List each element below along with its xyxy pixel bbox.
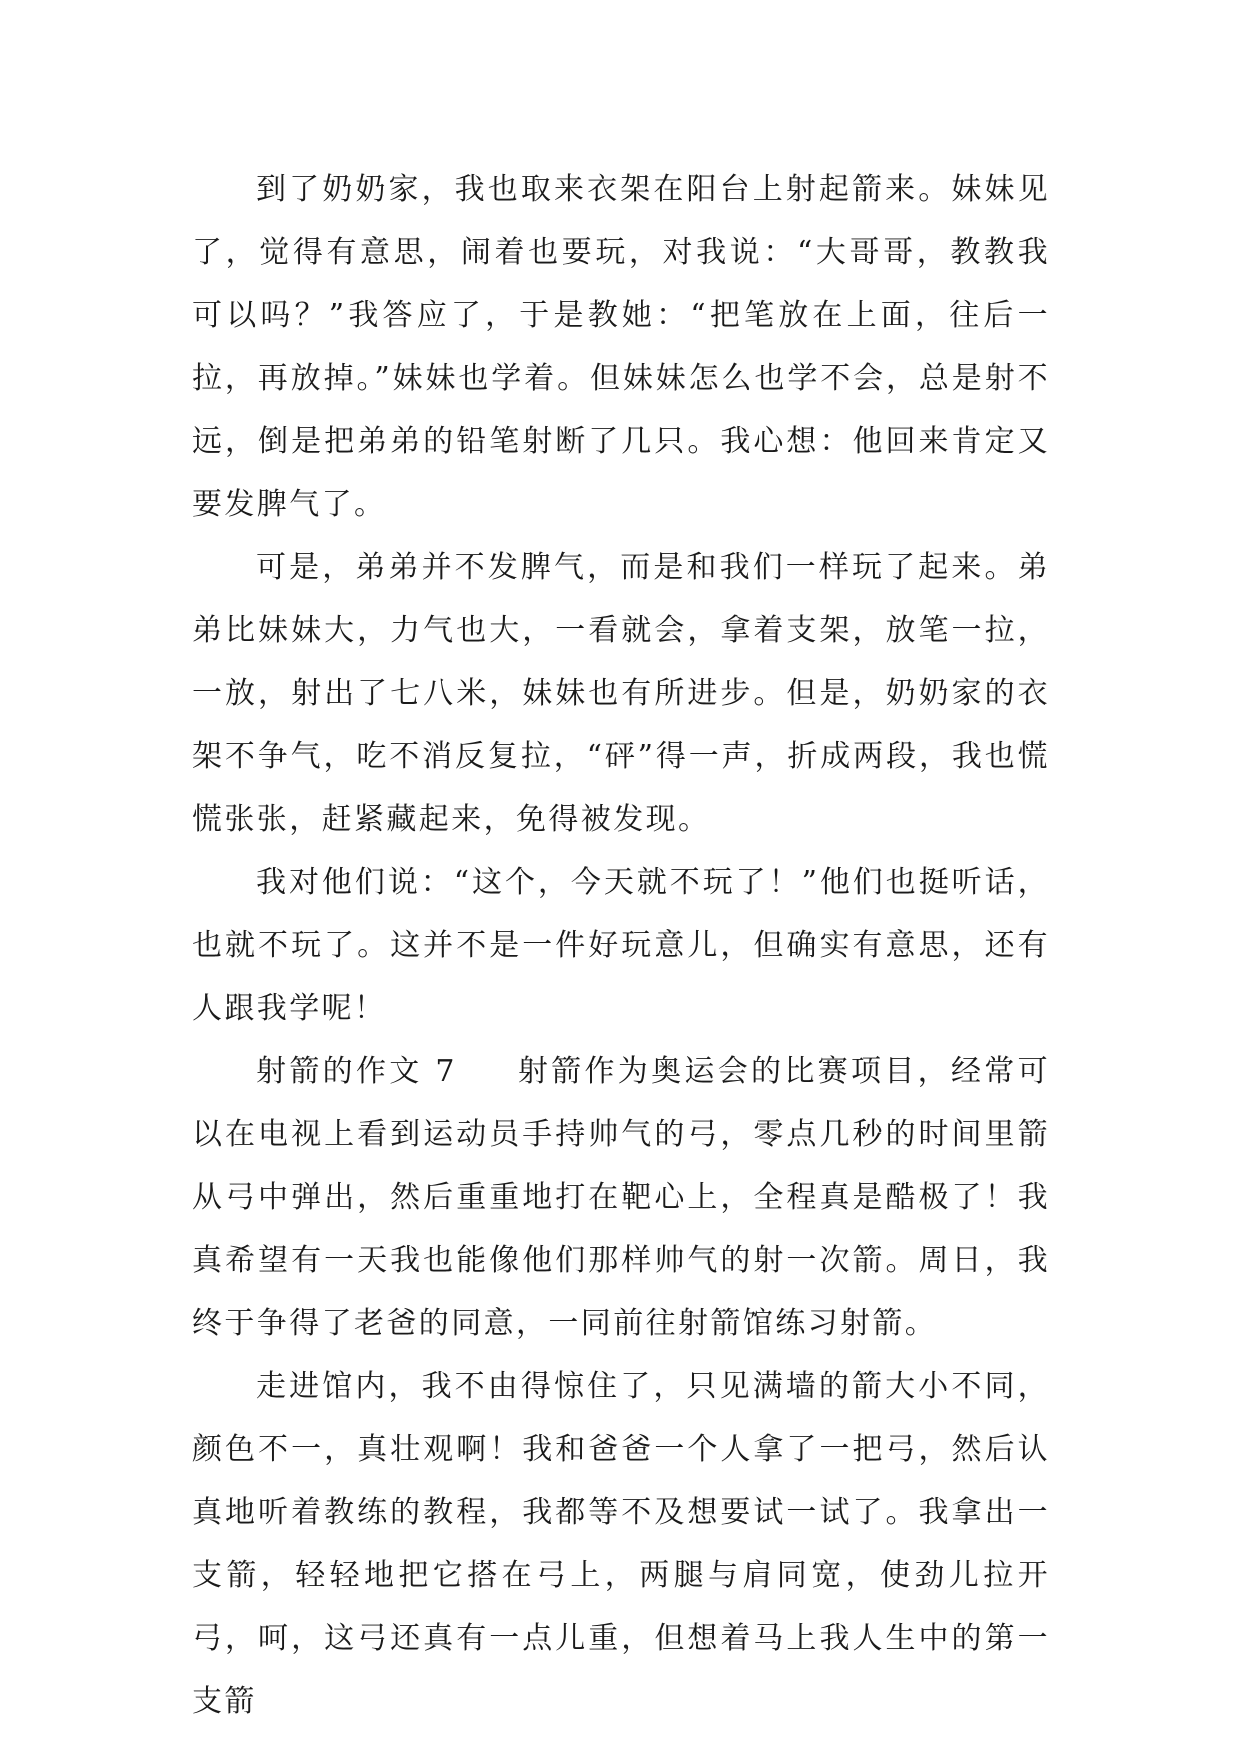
paragraph-2: 可是，弟弟并不发脾气，而是和我们一样玩了起来。弟弟比妹妹大，力气也大，一看就会，拿着支架，放笔一拉，一放，射出了七八米，妹妹也有所进步。但是，奶奶家的衣架不争气，吃不消反复拉，“砰”得一声，折成两段，我也慌慌张张，赶紧藏起来，免得被发现。	[192, 550, 1050, 837]
section-heading: 射箭的作文 7	[256, 1054, 457, 1089]
paragraph-3: 我对他们说：“这个，今天就不玩了！”他们也挺听话，也就不玩了。这并不是一件好玩意儿，但确实有意思，还有人跟我学呢！	[192, 865, 1050, 1026]
section-paragraph	[192, 1040, 1050, 1355]
paragraph-1: 到了奶奶家，我也取来衣架在阳台上射起箭来。妹妹见了，觉得有意思，闹着也要玩，对我说：“大哥哥，教教我可以吗？”我答应了，于是教她：“把笔放在上面，往后一拉，再放掉。”妹妹也学着。但妹妹怎么也学不会，总是射不远，倒是把弟弟的铅笔射断了几只。我心想：他回来肯定又要发脾气了。	[192, 172, 1050, 522]
section-text: 射箭作为奥运会的比赛项目，经常可以在电视上看到运动员手持帅气的弓，零点几秒的时间里箭从弓中弹出，然后重重地打在靶心上，全程真是酷极了！我真希望有一天我也能像他们那样帅气的射一次箭。周日，我终于争得了老爸的同意，一同前往射箭馆练习射箭。	[192, 1054, 1050, 1341]
paragraph-5: 走进馆内，我不由得惊住了，只见满墙的箭大小不同，颜色不一，真壮观啊！我和爸爸一个人拿了一把弓，然后认真地听着教练的教程，我都等不及想要试一试了。我拿出一支箭，轻轻地把它搭在弓上，两腿与肩同宽，使劲儿拉开弓，呵，这弓还真有一点儿重，但想着马上我人生中的第一支箭	[192, 1369, 1050, 1719]
document-body	[192, 158, 1050, 1733]
